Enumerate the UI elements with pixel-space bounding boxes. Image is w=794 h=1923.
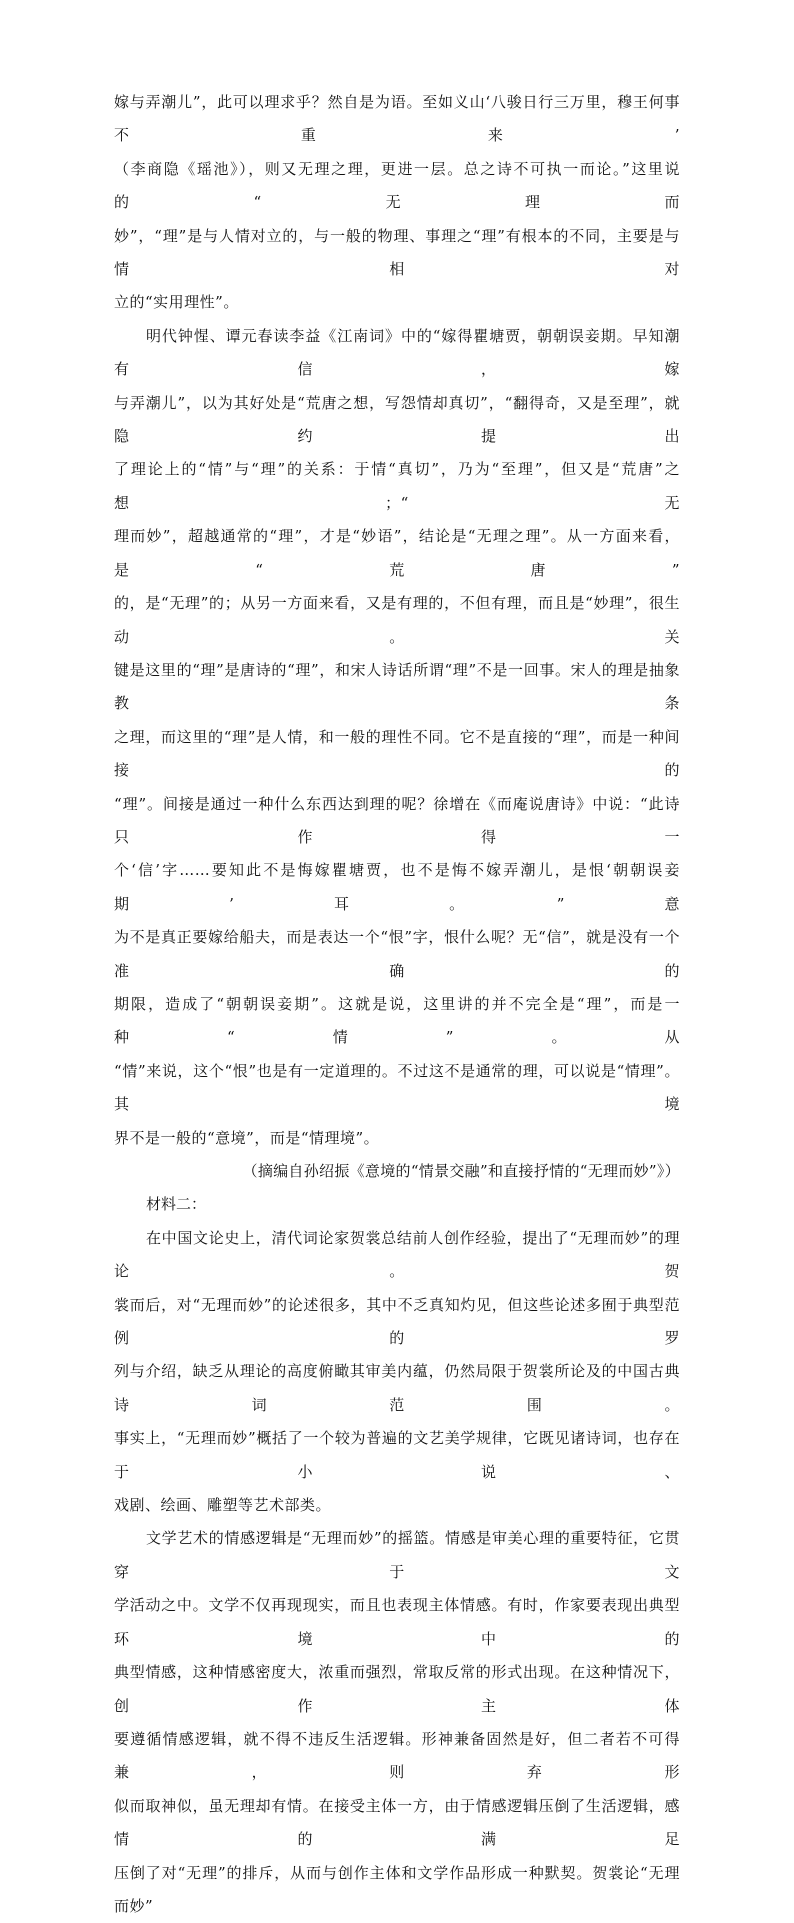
- text-line: 压倒了对“无理”的排斥，从而与创作主体和文学作品形成一种默契。贺裳论“无理而妙”: [114, 1863, 680, 1915]
- text-line: （李商隐《瑶池》），则又无理之理，更进一层。总之诗不可执一而论。”这里说的“无理而: [114, 159, 680, 212]
- text-line: 嫁与弄潮儿”，此可以理求乎？然自是为语。至如义山‘八骏日行三万里，穆王何事不重来’: [114, 93, 680, 145]
- text-line: 裳而后，对“无理而妙”的论述很多，其中不乏真知灼见，但这些论述多囿于典型范例的罗: [114, 1295, 680, 1348]
- paragraph: [114, 320, 680, 1155]
- text-line: 妙”，“理”是与人情对立的，与一般的物理、事理之“理”有根本的不同，主要是与情相对: [114, 226, 680, 279]
- text-line: 立的“实用理性”。: [114, 293, 239, 312]
- text-line: 为不是真正要嫁给船夫，而是表达一个“恨”字，恨什么呢？无“信”，就是没有一个准确的: [114, 928, 680, 980]
- text-line: 列与介绍，缺乏从理论的高度俯瞰其审美内蕴，仍然局限于贺裳所论及的中国古典诗词范围。: [114, 1362, 680, 1414]
- paragraph: [114, 1522, 680, 1923]
- paragraph: [114, 86, 680, 320]
- material-two-label: 材料二：: [146, 1195, 207, 1214]
- text-line: 事实上，“无理而妙”概括了一个较为普遍的文艺美学规律，它既见诸诗词，也存在于小说、: [114, 1429, 680, 1481]
- material-two-body: [114, 1222, 680, 1923]
- text-line: 的，是“无理”的；从另一方面来看，又是有理的，不但有理，而且是“妙理”，很生动。关: [114, 594, 680, 646]
- text-line: 学活动之中。文学不仅再现现实，而且也表现主体情感。有时，作家要表现出典型环境中的: [114, 1596, 680, 1648]
- paragraph: [114, 1222, 680, 1523]
- text-line: 与弄潮儿”，以为其好处是“荒唐之想，写怨情却真切”，“翻得奇，又是至理”，就隐约提出: [114, 393, 680, 446]
- text-line: 了理论上的“情”与“理”的关系：于情“真切”，乃为“至理”，但又是“荒唐”之想；“无: [114, 460, 680, 512]
- text-line: 在中国文论史上，清代词论家贺裳总结前人创作经验，提出了“无理而妙”的理论。贺: [114, 1228, 680, 1281]
- text-line: 典型情感，这种情感密度大，浓重而强烈，常取反常的形式出现。在这种情况下，创作主体: [114, 1663, 680, 1715]
- text-line: 似而取神似，虽无理却有情。在接受主体一方，由于情感逻辑压倒了生活逻辑，感情的满足: [114, 1796, 680, 1849]
- text-line: 个‘信’字……要知此不是悔嫁瞿塘贾，也不是悔不嫁弄潮儿，是恨‘朝朝误妾期’耳。”意: [114, 861, 680, 913]
- text-line: “理”。间接是通过一种什么东西达到理的呢？徐增在《而庵说唐诗》中说：“此诗只作得一: [114, 794, 680, 846]
- material-one-body: [114, 86, 680, 1155]
- text-line: 期限，造成了“朝朝误妾期”。这就是说，这里讲的并不完全是“理”，而是一种“情”。从: [114, 994, 680, 1047]
- text-line: 键是这里的“理”是唐诗的“理”，和宋人诗话所谓“理”不是一回事。宋人的理是抽象教条: [114, 660, 680, 713]
- text-line: “情”来说，这个“恨”也是有一定道理的。不过这不是通常的理，可以说是“情理”。其境: [114, 1061, 680, 1114]
- text-line: 界不是一般的“意境”，而是“情理境”。: [114, 1128, 380, 1147]
- text-line: 文学艺术的情感逻辑是“无理而妙”的摇篮。情感是审美心理的重要特征，它贯穿于文: [114, 1529, 680, 1581]
- text-line: 戏剧、绘画、雕塑等艺术部类。: [114, 1496, 332, 1515]
- text-line: 理而妙”，超越通常的“理”，才是“妙语”，结论是“无理之理”。从一方面来看，是“荒唐”: [114, 527, 680, 579]
- source-citation: （摘编自孙绍振《意境的“情景交融”和直接抒情的“无理而妙”》）: [242, 1162, 680, 1180]
- text-line: 之理，而这里的“理”是人情，和一般的理性不同。它不是直接的“理”，而是一种间接的: [114, 727, 680, 780]
- text-line: 要遵循情感逻辑，就不得不违反生活逻辑。形神兼备固然是好，但二者若不可得兼，则弃形: [114, 1729, 680, 1782]
- text-line: 明代钟惺、谭元春读李益《江南词》中的“嫁得瞿塘贾，朝朝误妾期。早知潮有信，嫁: [114, 326, 680, 379]
